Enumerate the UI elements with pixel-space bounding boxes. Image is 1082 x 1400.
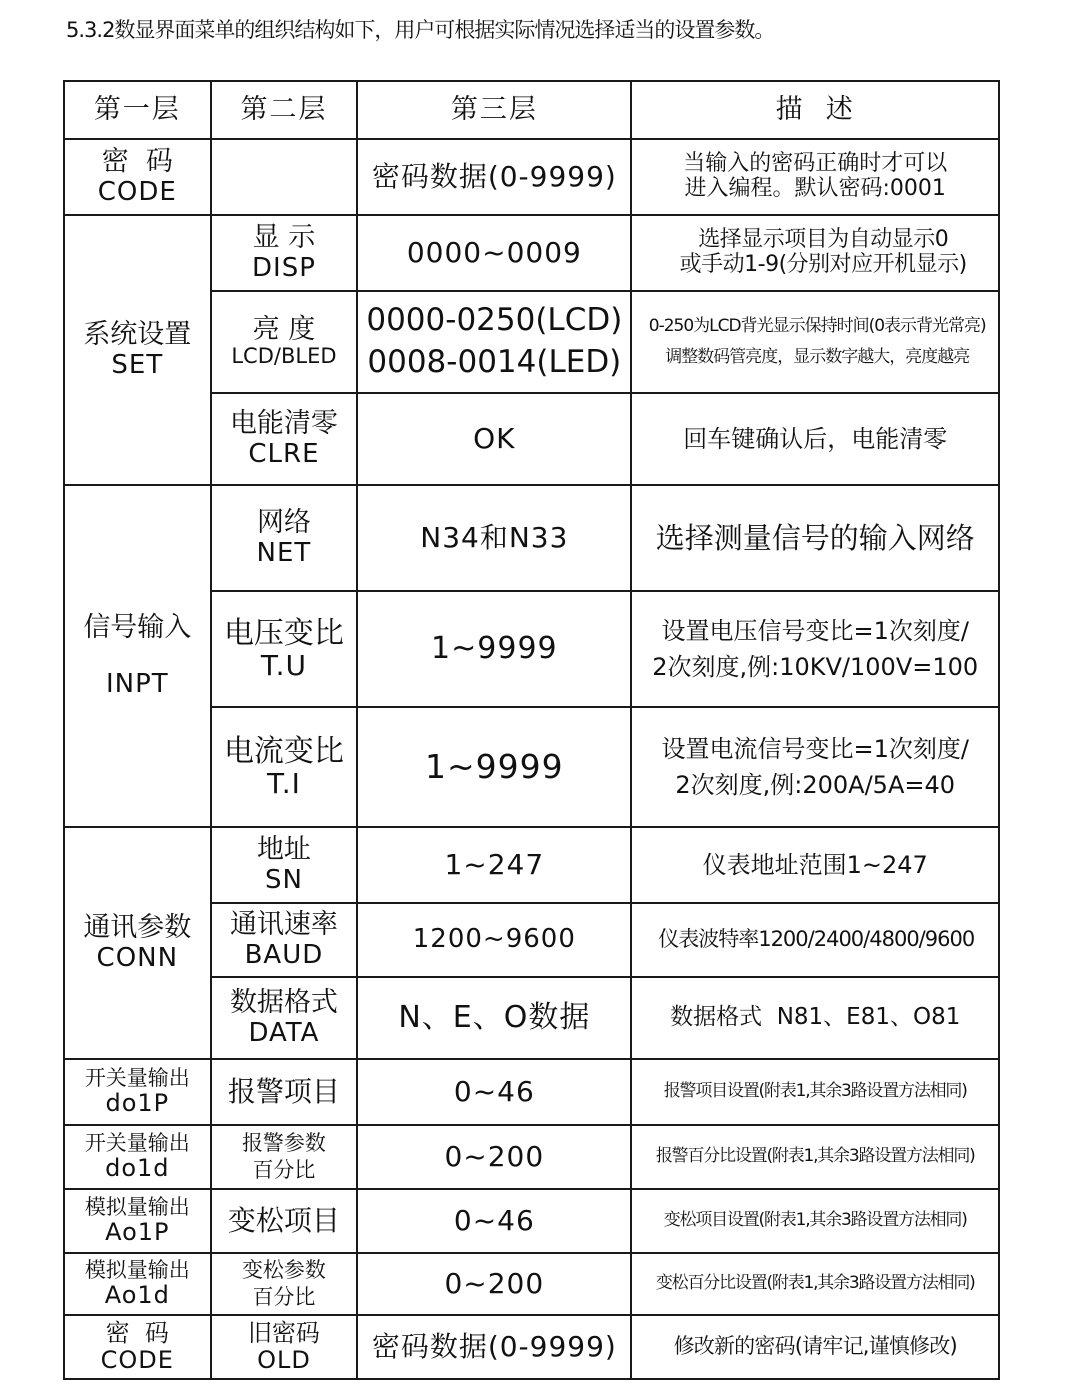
level2-label: 网络	[256, 507, 311, 539]
table-row	[64, 1125, 999, 1189]
description-cell: 选择测量信号的输入网络	[631, 485, 999, 591]
table-row	[64, 1315, 999, 1379]
description-cell	[631, 591, 999, 707]
level2-label: 电流变比	[223, 733, 344, 769]
menu-structure-table	[63, 80, 1000, 1380]
level1-code-en: do1d	[105, 1154, 170, 1183]
description-cell: 修改新的密码(请牢记,谨慎修改)	[631, 1315, 999, 1379]
level1-do1p	[64, 1059, 211, 1125]
level2-label: 电能清零	[229, 408, 338, 440]
description-cell: 仪表波特率1200/2400/4800/9600	[631, 903, 999, 977]
level2-label: 旧密码	[247, 1319, 320, 1348]
header-layer-1: 第一层	[64, 81, 211, 139]
table-row	[64, 215, 999, 291]
description-cell: 报警百分比设置(附表1,其余3路设置方法相同)	[631, 1125, 999, 1189]
level2-code-en: T.U	[260, 649, 308, 683]
description-line: 0-250为LCD背光显示保持时间(0表示背光常亮)	[648, 316, 986, 337]
level2-code-en: BAUD	[244, 939, 324, 970]
level2-label: 电压变比	[223, 615, 344, 651]
level2-tu	[211, 591, 358, 707]
level3-value: 0~46	[357, 1189, 631, 1253]
level2-empty	[211, 139, 358, 215]
level1-ao1p	[64, 1189, 211, 1253]
level2-label: 亮 度	[252, 314, 316, 346]
level3-value: 1~247	[357, 827, 631, 903]
level2-old	[211, 1315, 358, 1379]
table-row	[64, 485, 999, 591]
level2-clre	[211, 393, 358, 485]
level1-code-en: INPT	[105, 669, 169, 700]
description-cell: 仪表地址范围1~247	[631, 827, 999, 903]
description-cell: 报警项目设置(附表1,其余3路设置方法相同)	[631, 1059, 999, 1125]
level2-code-en: NET	[256, 537, 312, 568]
table-row	[64, 1059, 999, 1125]
header-layer-3: 第三层	[357, 81, 631, 139]
level2-code-en: CLRE	[248, 438, 320, 469]
level2-label: 报警参数	[241, 1130, 326, 1155]
level3-value: 0~46	[357, 1059, 631, 1125]
level3-value: N34和N33	[357, 485, 631, 591]
level1-label: 密 码	[105, 1319, 169, 1348]
header-layer-2: 第二层	[211, 81, 358, 139]
description-cell: 回车键确认后，电能清零	[631, 393, 999, 485]
level3-value	[357, 291, 631, 393]
level2-label: 通讯速率	[229, 909, 338, 941]
level3-value-line: 0008-0014(LED)	[367, 344, 622, 380]
level3-value: 密码数据(0-9999)	[357, 1315, 631, 1379]
level2-disp	[211, 215, 358, 291]
level2-label: 数据格式	[229, 987, 338, 1019]
description-line: 调整数码管亮度，显示数字越大，亮度越亮	[665, 347, 970, 367]
description-cell: 数据格式 N81、E81、O81	[631, 977, 999, 1059]
level1-code-en: CODE	[100, 1346, 174, 1374]
level2-baud	[211, 903, 358, 977]
level1-code-en: SET	[111, 349, 164, 380]
level1-code-en: CONN	[96, 942, 179, 973]
description-line: 2次刻度,例:200A/5A=40	[675, 771, 956, 799]
description-line: 或手动1-9(分别对应开机显示)	[679, 252, 967, 277]
level1-label: 系统设置	[83, 319, 192, 351]
table-row	[64, 827, 999, 903]
description-line: 进入编程。默认密码:0001	[684, 176, 946, 201]
table-row	[64, 1253, 999, 1315]
level1-label: 密 码	[101, 146, 173, 178]
level2-alarm-item: 报警项目	[211, 1059, 358, 1125]
description-line: 选择显示项目为自动显示0	[698, 227, 949, 253]
level1-set	[64, 215, 211, 485]
description-cell	[631, 215, 999, 291]
description-line: 设置电流信号变比=1次刻度/	[661, 735, 969, 763]
level1-do1d	[64, 1125, 211, 1189]
description-line: 设置电压信号变比=1次刻度/	[661, 617, 969, 645]
level3-value: 0~200	[357, 1125, 631, 1189]
level1-inpt	[64, 485, 211, 827]
level2-transmit-item: 变松项目	[211, 1189, 358, 1253]
level3-value: 0000~0009	[357, 215, 631, 291]
table-header-row	[64, 81, 999, 139]
level3-value: 1200~9600	[357, 903, 631, 977]
level2-code-en: OLD	[257, 1346, 311, 1374]
level1-code-old	[64, 1315, 211, 1379]
level2-transmit-percent	[211, 1253, 358, 1315]
level1-label: 开关量输出	[84, 1130, 190, 1155]
level3-value: 1~9999	[357, 707, 631, 827]
level1-code-en: Ao1d	[104, 1281, 170, 1310]
table-row	[64, 1189, 999, 1253]
level3-value-line: 0000-0250(LCD)	[366, 302, 623, 339]
level3-value: 0~200	[357, 1253, 631, 1315]
level3-value: N、E、O数据	[357, 977, 631, 1059]
description-cell	[631, 139, 999, 215]
level1-label: 开关量输出	[84, 1065, 190, 1090]
level1-code-en: do1P	[105, 1089, 170, 1118]
page-heading: 5.3.2数显界面菜单的组织结构如下，用户可根据实际情况选择适当的设置参数。	[66, 18, 775, 42]
level2-code-en: DATA	[248, 1017, 320, 1048]
level2-code-en: LCD/BLED	[231, 344, 337, 369]
level1-label: 模拟量输出	[84, 1194, 190, 1219]
level2-brightness	[211, 291, 358, 393]
level2-sn	[211, 827, 358, 903]
level2-code-en: DISP	[252, 252, 316, 283]
description-cell	[631, 707, 999, 827]
level2-alarm-percent	[211, 1125, 358, 1189]
level1-code-en: CODE	[97, 176, 177, 207]
level2-data	[211, 977, 358, 1059]
level2-label: 百分比	[252, 1158, 316, 1182]
level2-label: 地址	[256, 834, 311, 866]
level2-code-en: T.I	[266, 767, 301, 801]
level1-code	[64, 139, 211, 215]
level2-ti	[211, 707, 358, 827]
level1-conn	[64, 827, 211, 1059]
level3-value: 1~9999	[357, 591, 631, 707]
level1-code-en: Ao1P	[105, 1218, 170, 1247]
description-cell	[631, 291, 999, 393]
level1-ao1d	[64, 1253, 211, 1315]
description-line: 2次刻度,例:10KV/100V=100	[652, 653, 979, 681]
table-row	[64, 139, 999, 215]
level2-label: 百分比	[252, 1285, 316, 1309]
level2-net	[211, 485, 358, 591]
level1-label: 信号输入	[83, 612, 192, 644]
header-description: 描 述	[631, 81, 999, 139]
level2-label: 显 示	[252, 222, 316, 254]
level2-code-en: SN	[264, 864, 303, 895]
level1-label: 模拟量输出	[84, 1257, 190, 1282]
level3-value: 密码数据(0-9999)	[357, 139, 631, 215]
description-cell: 变松百分比设置(附表1,其余3路设置方法相同)	[631, 1253, 999, 1315]
level1-label: 通讯参数	[83, 912, 192, 944]
level2-label: 变松参数	[241, 1257, 326, 1282]
description-line: 当输入的密码正确时才可以	[683, 151, 948, 177]
level3-value: OK	[357, 393, 631, 485]
description-cell: 变松项目设置(附表1,其余3路设置方法相同)	[631, 1189, 999, 1253]
